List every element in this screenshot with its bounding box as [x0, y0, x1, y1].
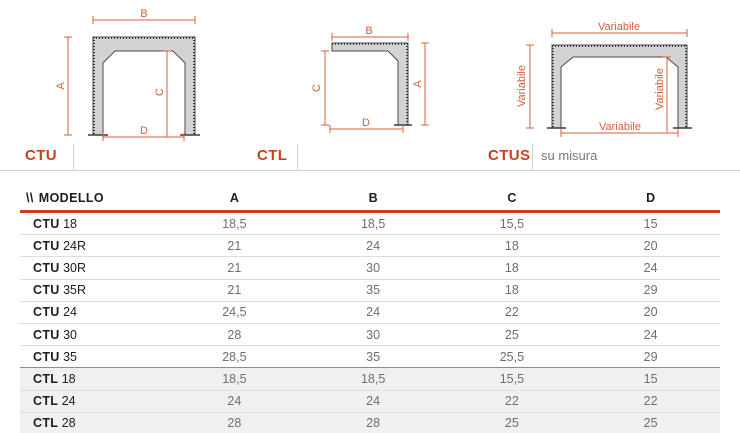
table-row — [20, 390, 720, 412]
model-cell — [20, 372, 165, 386]
table-body — [20, 213, 720, 433]
model-size: 18 — [63, 216, 77, 231]
model-series: CTU — [33, 327, 60, 342]
value-cell-d: 24 — [643, 327, 658, 342]
table-header — [20, 186, 720, 210]
model-size: 24 — [63, 305, 77, 320]
dim-label-inner: Variabile — [654, 68, 666, 110]
ctu-series-label: CTU — [25, 147, 58, 164]
model-series: CTU — [33, 283, 60, 298]
column-header-b: B — [368, 191, 378, 205]
dim-label-c: C — [154, 88, 166, 96]
value-cell-a: 24 — [227, 394, 242, 409]
table-row — [20, 301, 720, 323]
ctl-profile-shape — [332, 43, 408, 125]
slashes-icon: \\ — [26, 191, 34, 205]
value-cell-d: 20 — [643, 238, 658, 253]
ctus-profile-diagram — [495, 3, 740, 145]
value-cell-b: 24 — [366, 238, 381, 253]
column-header-a: A — [229, 191, 239, 205]
table-row — [20, 323, 720, 345]
value-cell-b: 18,5 — [360, 216, 386, 231]
model-size: 30 — [63, 327, 77, 342]
model-size: 35 — [63, 349, 77, 364]
table-row — [20, 279, 720, 301]
value-cell-b: 18,5 — [360, 371, 386, 386]
model-series: CTU — [33, 349, 60, 364]
ctl-profile-diagram — [303, 3, 445, 145]
model-size: 24 — [61, 394, 76, 409]
model-series: CTL — [33, 416, 59, 431]
table-row — [20, 234, 720, 256]
model-size: 24R — [63, 238, 87, 253]
value-cell-c: 25 — [504, 327, 519, 342]
value-cell-a: 24,5 — [222, 305, 247, 320]
value-cell-d: 24 — [643, 260, 658, 275]
value-cell-c: 18 — [504, 260, 519, 275]
model-cell — [20, 328, 165, 342]
dim-label-left: Variabile — [516, 65, 528, 107]
value-cell-b: 24 — [366, 305, 381, 320]
model-series: CTU — [33, 216, 60, 231]
dim-label-bottom: Variabile — [599, 121, 641, 133]
column-header-d: D — [646, 191, 656, 205]
model-series: CTL — [33, 371, 59, 386]
model-series: CTU — [33, 260, 60, 275]
value-cell-d: 15 — [643, 216, 658, 231]
value-cell-d: 25 — [643, 416, 658, 431]
value-cell-a: 18,5 — [222, 371, 247, 386]
value-cell-c: 18 — [504, 238, 519, 253]
value-cell-c: 22 — [504, 305, 519, 320]
ctus-series-label: CTUS — [488, 147, 531, 164]
value-cell-a: 28,5 — [222, 349, 247, 364]
label-divider — [73, 144, 74, 170]
model-header-label: MODELLO — [38, 191, 105, 205]
label-divider — [297, 144, 298, 170]
model-size: 30R — [63, 260, 87, 275]
dim-label-top: Variabile — [598, 21, 640, 33]
model-cell — [20, 217, 165, 231]
value-cell-b: 35 — [366, 283, 381, 298]
ctu-profile-diagram — [55, 3, 215, 145]
value-cell-a: 28 — [227, 416, 242, 431]
model-size: 35R — [63, 283, 87, 298]
model-cell — [20, 394, 165, 408]
ctu-profile-shape — [93, 37, 195, 135]
value-cell-a: 28 — [227, 327, 242, 342]
dim-label-d: D — [140, 125, 148, 137]
value-cell-d: 15 — [643, 371, 658, 386]
model-series: CTU — [33, 238, 60, 253]
value-cell-b: 30 — [366, 327, 381, 342]
labels-divider-rule — [0, 170, 740, 171]
value-cell-d: 20 — [643, 305, 658, 320]
table-row — [20, 256, 720, 278]
value-cell-b: 30 — [366, 260, 381, 275]
value-cell-a: 21 — [227, 283, 242, 298]
dim-label-d: D — [362, 117, 370, 129]
value-cell-b: 24 — [366, 394, 381, 409]
value-cell-b: 28 — [366, 416, 381, 431]
model-size: 28 — [61, 416, 76, 431]
model-cell — [20, 305, 165, 319]
model-series: CTL — [33, 394, 59, 409]
dim-label-c: C — [311, 84, 323, 92]
value-cell-c: 22 — [504, 394, 519, 409]
model-cell — [20, 239, 165, 253]
value-cell-a: 21 — [227, 260, 242, 275]
model-cell — [20, 350, 165, 364]
dim-label-a: A — [55, 82, 67, 90]
value-cell-c: 18 — [504, 283, 519, 298]
table-row — [20, 213, 720, 234]
table-row — [20, 345, 720, 367]
value-cell-c: 25,5 — [499, 349, 525, 364]
value-cell-b: 35 — [366, 349, 381, 364]
dim-label-a: A — [412, 80, 424, 88]
value-cell-a: 21 — [227, 238, 242, 253]
value-cell-c: 15,5 — [499, 216, 525, 231]
model-cell — [20, 261, 165, 275]
ctl-series-label: CTL — [257, 147, 288, 164]
model-cell — [20, 416, 165, 430]
table-row — [20, 412, 720, 433]
value-cell-d: 29 — [643, 349, 658, 364]
column-header-c: C — [507, 191, 517, 205]
table-row — [20, 367, 720, 389]
value-cell-d: 22 — [643, 394, 658, 409]
dim-label-b: B — [365, 25, 373, 37]
ctus-sublabel: su misura — [541, 148, 598, 163]
value-cell-a: 18,5 — [222, 216, 247, 231]
label-divider — [532, 144, 533, 170]
spec-table — [20, 186, 720, 433]
model-size: 18 — [61, 371, 76, 386]
value-cell-d: 29 — [643, 283, 658, 298]
model-series: CTU — [33, 305, 60, 320]
dim-label-b: B — [140, 8, 148, 20]
model-column-header — [20, 191, 165, 205]
value-cell-c: 25 — [504, 416, 519, 431]
model-cell — [20, 283, 165, 297]
value-cell-c: 15,5 — [499, 371, 525, 386]
